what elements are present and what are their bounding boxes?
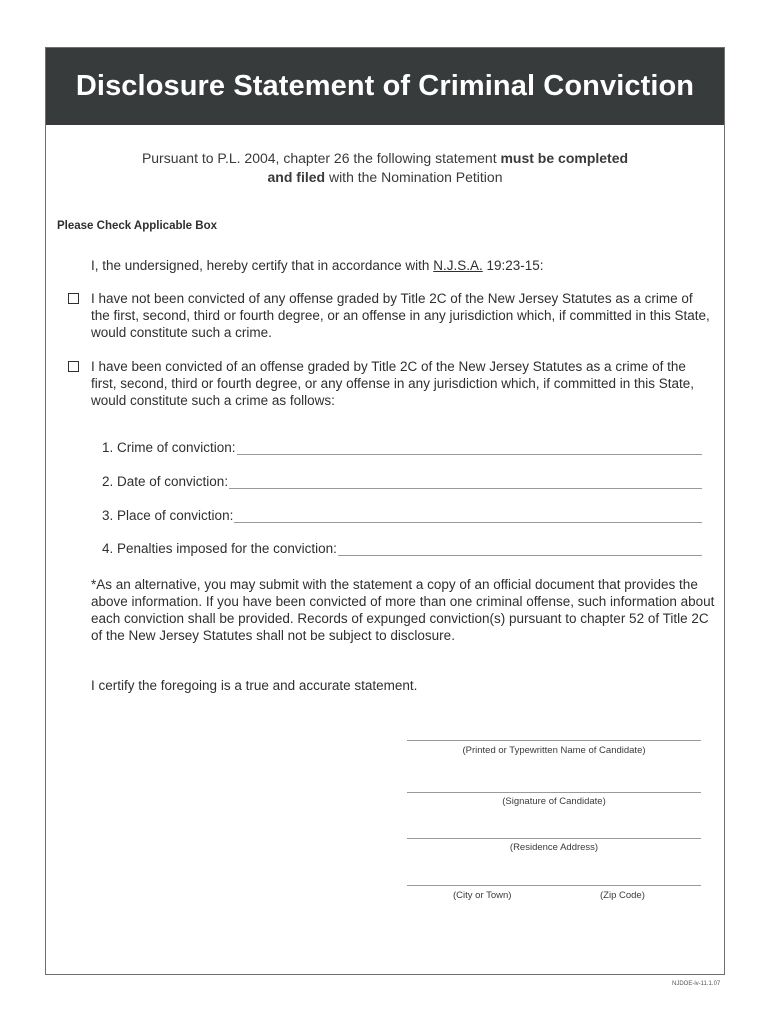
- date-of-conviction-row: [102, 474, 702, 489]
- crime-of-conviction-label: 1. Crime of conviction:: [102, 440, 236, 455]
- intro-line-2: [46, 168, 724, 187]
- statute-reference: N.J.S.A.: [433, 258, 483, 273]
- date-of-conviction-field[interactable]: [229, 476, 702, 489]
- certify-statement: [91, 257, 544, 274]
- certify-suffix: 19:23-15:: [482, 258, 544, 273]
- no-conviction-checkbox[interactable]: [68, 293, 79, 304]
- intro-line-1-prefix: Pursuant to P.L. 2004, chapter 26 the following statement: [141, 150, 501, 166]
- city-zip-field[interactable]: [407, 885, 701, 886]
- intro-line-1: [46, 149, 724, 168]
- no-conviction-text: I have not been convicted of any offense graded by Title 2C of the New Jersey Statutes as a crime of the first, second, third or fourth degree, or an offense in any jurisdiction which, if committed in this State, would constitute such a crime.: [91, 291, 710, 340]
- has-conviction-checkbox[interactable]: [68, 361, 79, 372]
- crime-of-conviction-row: [102, 440, 702, 455]
- residence-address-label: (Residence Address): [509, 842, 599, 853]
- intro-line-2-bold: and filed: [267, 169, 326, 185]
- intro-line-2-suffix: with the Nomination Petition: [325, 169, 503, 185]
- form-title: Disclosure Statement of Criminal Conviction: [75, 70, 695, 102]
- crime-of-conviction-field[interactable]: [237, 442, 702, 455]
- intro-line-1-bold: must be completed: [500, 150, 629, 166]
- penalties-row: [102, 541, 702, 556]
- candidate-name-field[interactable]: [407, 740, 701, 741]
- certify-true-statement: I certify the foregoing is a true and accurate statement.: [91, 678, 418, 693]
- alternative-note: *As an alternative, you may submit with the statement a copy of an official document that provides the above information. If you have been convicted of more than one criminal offense, such information about each conviction shall be provided. Records of expunged conviction(s) pursuant to chapter 52 of Title 2C of the New Jersey Statutes shall not be subject to disclosure.: [91, 577, 715, 643]
- date-of-conviction-label: 2. Date of conviction:: [102, 474, 229, 489]
- city-label: (City or Town): [453, 890, 512, 901]
- certify-prefix: I, the undersigned, hereby certify that in accordance with: [91, 258, 434, 273]
- penalties-label: 4. Penalties imposed for the conviction:: [102, 541, 337, 556]
- place-of-conviction-label: 3. Place of conviction:: [102, 508, 234, 523]
- form-frame: [45, 47, 725, 975]
- penalties-field[interactable]: [338, 543, 702, 556]
- has-conviction-text: I have been convicted of an offense graded by Title 2C of the New Jersey Statutes as a crime of the first, second, third or fourth degree, or any offense in any jurisdiction which, if committed in this State, would constitute such a crime as follows:: [91, 359, 695, 408]
- form-code: NJDOE-iv-11.1.07: [672, 981, 721, 987]
- candidate-name-label: (Printed or Typewritten Name of Candidate): [462, 745, 646, 756]
- residence-address-field[interactable]: [407, 838, 701, 839]
- check-heading: Please Check Applicable Box: [57, 220, 218, 232]
- place-of-conviction-field[interactable]: [234, 510, 702, 523]
- candidate-signature-field[interactable]: [407, 792, 701, 793]
- title-bar: [46, 48, 724, 125]
- candidate-signature-label: (Signature of Candidate): [502, 796, 606, 807]
- place-of-conviction-row: [102, 508, 702, 523]
- zip-label: (Zip Code): [600, 890, 645, 901]
- intro-text: [46, 149, 724, 187]
